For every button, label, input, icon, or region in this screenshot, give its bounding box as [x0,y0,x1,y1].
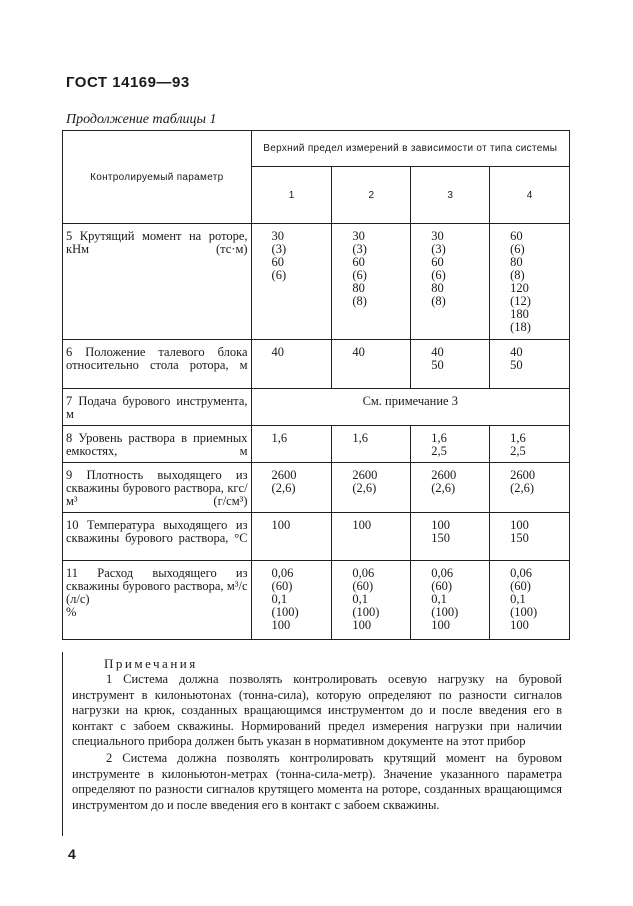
table-row [63,561,570,640]
note-1-text: 1 Система должна позволять контролировать осевую нагрузку на буровой инструмент в килоньютонах (тонна-сила), которую определяют по разности сигналов нагрузки на крюк, созданных вращающимся инструментом до и после введения его в контакт с забоем скважины. Нормирований предел измерения нагрузки при наличии специального прибора должен быть указан в нормативном документе на этот прибор [72,672,562,748]
group-header: Верхний предел измерений в зависимости от типа системы [251,131,569,167]
row-param: 6 Положение талевого блока относительно стола ротора, м [63,340,252,389]
table-row [63,389,570,426]
row-param: 8 Уровень раствора в приемных емкостях, м [63,426,252,463]
table-row [63,224,570,340]
row-value: 30 (3) 60 (6) [251,224,332,340]
notes-title: Примечания [104,656,198,671]
row-param: 5 Крутящий момент на роторе, кНм (тс·м) [63,224,252,340]
row-value: 2600 (2,6) [411,463,490,513]
row-value: 40 50 [411,340,490,389]
note-1 [72,672,562,750]
parameters-table [62,130,570,640]
col-header-2: 2 [332,167,411,224]
row-value: 1,6 2,5 [411,426,490,463]
row-param: 7 Подача бурового инструмента, м [63,389,252,426]
param-header: Контролируемый параметр [63,131,252,224]
note-2 [72,751,562,813]
document-code: ГОСТ 14169—93 [66,74,190,91]
row-value: 30 (3) 60 (6) 80 (8) [411,224,490,340]
table-row [63,340,570,389]
row-value: 0,06 (60) 0,1 (100) 100 [411,561,490,640]
row-value: 40 [251,340,332,389]
row-param: 11 Расход выходящего из скважины бурового раствора, м³/с (л/с) % [63,561,252,640]
table-row [63,426,570,463]
row-value: 0,06 (60) 0,1 (100) 100 [332,561,411,640]
row-param: 9 Плотность выходящего из скважины бурового раствора, кгс/м³ (г/см³) [63,463,252,513]
row-param: 10 Температура выходящего из скважины бурового раствора, °С [63,513,252,561]
row-value: 100 [332,513,411,561]
row-value: 0,06 (60) 0,1 (100) 100 [490,561,570,640]
row-value: 100 [251,513,332,561]
row-value: 2600 (2,6) [490,463,570,513]
col-header-4: 4 [490,167,570,224]
row-value: 60 (6) 80 (8) 120 (12) 180 (18) [490,224,570,340]
row-value: 100 150 [490,513,570,561]
row-value: 0,06 (60) 0,1 (100) 100 [251,561,332,640]
row-value: 40 [332,340,411,389]
row-value: 30 (3) 60 (6) 80 (8) [332,224,411,340]
row-value: 2600 (2,6) [251,463,332,513]
page-number: 4 [68,846,76,862]
merged-note-cell: См. примечание 3 [251,389,569,426]
note-2-text: 2 Система должна позволять контролировать крутящий момент на буровом инструменте в килоньютон-метрах (тонна-сила-метр). Значение указанного параметра определяют по разности сигналов крутящего момента на роторе, созданных вращающимся инструментом до и после введения его в контакт с забоем скважины. [72,751,562,812]
row-value: 2600 (2,6) [332,463,411,513]
row-value: 1,6 2,5 [490,426,570,463]
row-value: 40 50 [490,340,570,389]
col-header-3: 3 [411,167,490,224]
col-header-1: 1 [251,167,332,224]
table-row [63,513,570,561]
row-value: 100 150 [411,513,490,561]
table-caption: Продолжение таблицы 1 [66,112,217,127]
row-value: 1,6 [251,426,332,463]
table-row [63,463,570,513]
row-value: 1,6 [332,426,411,463]
